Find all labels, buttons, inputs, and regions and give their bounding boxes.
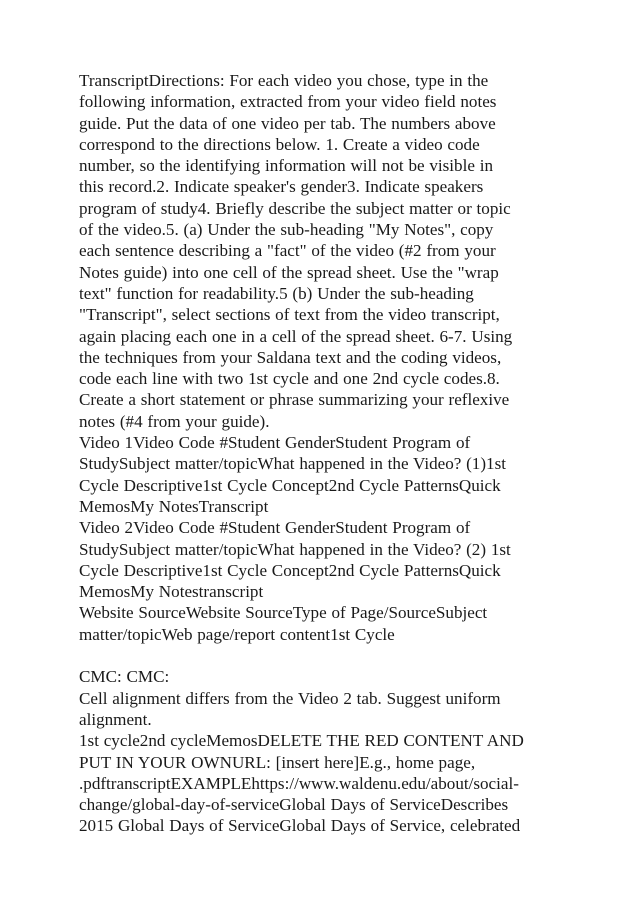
text-line: Cycle Descriptive1st Cycle Concept2nd Cycle PatternsQuick (79, 475, 501, 495)
text-line: this record.2. Indicate speaker's gender3. Indicate speakers (79, 177, 484, 197)
video-2-heading-line: Video 2Video Code #Student GenderStudent Program of (79, 518, 471, 538)
text-line: guide. Put the data of one video per tab. The numbers above (79, 113, 496, 133)
text-line: each sentence describing a "fact" of the video (#2 from your (79, 241, 496, 261)
video-1-heading-line: Video 1Video Code #Student GenderStudent Program of (79, 433, 471, 453)
text-line: Create a short statement or phrase summarizing your reflexive (79, 390, 510, 410)
cmc-label-line: CMC: CMC: (79, 667, 170, 687)
text-line: PUT IN YOUR OWNURL: [insert here]E.g., home page, (79, 752, 476, 772)
text-line: matter/topicWeb page/report content1st Cycle (79, 624, 395, 644)
comment-line: alignment. (79, 709, 152, 729)
text-line: MemosMy NotesTranscript (79, 496, 269, 516)
text-line: 1st cycle2nd cycleMemosDELETE THE RED CONTENT AND (79, 731, 524, 751)
comment-line: Cell alignment differs from the Video 2 tab. Suggest uniform (79, 688, 501, 708)
text-line: change/global-day-of-serviceGlobal Days of ServiceDescribes (79, 795, 509, 815)
text-line: StudySubject matter/topicWhat happened in the Video? (2) 1st (79, 539, 511, 559)
text-line: again placing each one in a cell of the spread sheet. 6-7. Using (79, 326, 513, 346)
text-line: correspond to the directions below. 1. Create a video code (79, 134, 480, 154)
text-line: TranscriptDirections: For each video you chose, type in the (79, 71, 489, 90)
text-line: .pdftranscriptEXAMPLEhttps://www.waldenu.edu/about/social- (79, 773, 519, 793)
text-line: 2015 Global Days of ServiceGlobal Days of Service, celebrated (79, 816, 521, 836)
text-line: "Transcript", select sections of text from the video transcript, (79, 305, 500, 325)
text-line: notes (#4 from your guide). (79, 411, 270, 431)
text-line: StudySubject matter/topicWhat happened in the Video? (1)1st (79, 454, 506, 474)
text-line: following information, extracted from your video field notes (79, 92, 497, 112)
document-page (79, 70, 559, 837)
text-line: program of study4. Briefly describe the subject matter or topic (79, 198, 511, 218)
text-line: Cycle Descriptive1st Cycle Concept2nd Cycle PatternsQuick (79, 560, 501, 580)
text-line: the techniques from your Saldana text and the coding videos, (79, 347, 502, 367)
text-line: number, so the identifying information will not be visible in (79, 156, 494, 176)
text-line: of the video.5. (a) Under the sub-heading "My Notes", copy (79, 220, 494, 240)
website-source-heading-line: Website SourceWebsite SourceType of Page/SourceSubject (79, 603, 488, 623)
text-line: Notes guide) into one cell of the spread sheet. Use the "wrap (79, 262, 499, 282)
text-line: code each line with two 1st cycle and one 2nd cycle codes.8. (79, 369, 500, 389)
text-line: text" function for readability.5 (b) Under the sub-heading (79, 283, 474, 303)
text-line: MemosMy Notestranscript (79, 582, 264, 602)
blank-line (79, 645, 559, 666)
